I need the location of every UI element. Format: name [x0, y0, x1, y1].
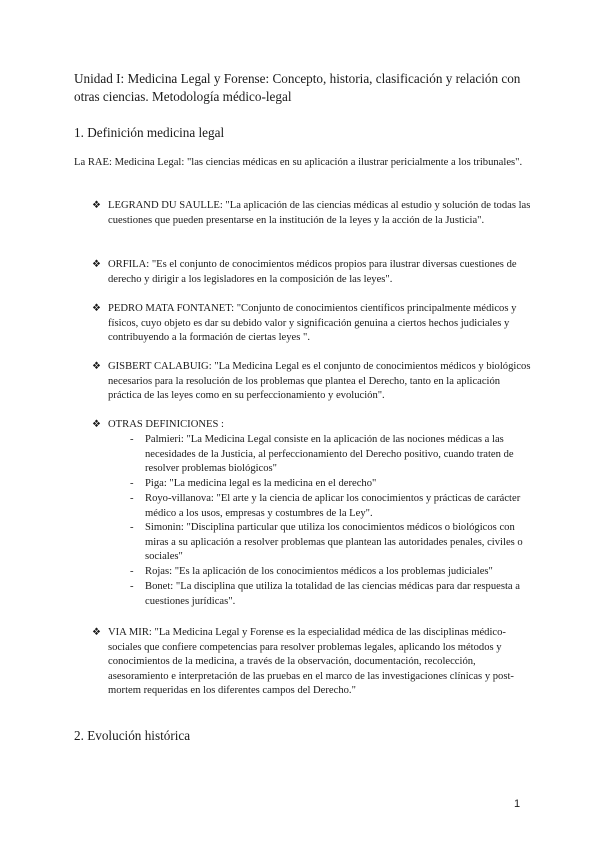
- rae-definition: La RAE: Medicina Legal: "las ciencias médicas en su aplicación a ilustrar pericialmente a los tribunales".: [74, 157, 523, 168]
- definition-orfila: ORFILA: "Es el conjunto de conocimientos médicos propios para ilustrar diversas cuestiones de derecho y dirigir a los legisladores en la composición de las leyes".: [108, 259, 517, 285]
- diamond-bullet-icon: ❖: [92, 361, 101, 372]
- definition-via-mir: VIA MIR: "La Medicina Legal y Forense es la especialidad médica de las disciplinas médico-sociales que confiere competencias para resolver problemas legales, aplicando los métodos y conocimientos de la medicina, a través de la observación, documentación, recolección, asesoramiento e interpretación de las pruebas en el marco de las investigaciones clínicas y post-mortem requeridas en los diferentes campos del Derecho.": [108, 627, 514, 697]
- definition-gisbert: GISBERT CALABUIG: "La Medicina Legal es el conjunto de conocimientos médicos y biológicos necesarios para la resolución de los problemas que plantea el Derecho, tanto en la aplicación práctica de las leyes como en su perfeccionamiento y evolución".: [108, 361, 531, 402]
- definition-mata-fontanet: PEDRO MATA FONTANET: "Conjunto de conocimientos científicos principalmente médicos y físicos, cuyo objeto es dar su debido valor y significación genuina a ciertos hechos judiciales y contribuyendo a la formación de ciertas leyes ".: [108, 303, 517, 344]
- dash-bullet: -: [130, 566, 134, 577]
- section-heading-definicion: 1. Definición medicina legal: [74, 125, 225, 140]
- otras-definiciones-heading: OTRAS DEFINICIONES :: [108, 419, 224, 430]
- section-heading-evolucion: 2. Evolución histórica: [74, 728, 191, 743]
- dash-bullet: -: [130, 581, 134, 592]
- dash-bullet: -: [130, 478, 134, 489]
- dash-bullet: -: [130, 522, 134, 533]
- definition-piga: Piga: "La medicina legal es la medicina en el derecho": [145, 478, 377, 489]
- page-number: 1: [514, 798, 521, 810]
- dash-bullet: -: [130, 493, 134, 504]
- diamond-bullet-icon: ❖: [92, 200, 101, 211]
- diamond-bullet-icon: ❖: [92, 419, 101, 430]
- definition-bonet: Bonet: "La disciplina que utiliza la totalidad de las ciencias médicas para dar respuesta a cuestiones jurídicas".: [145, 581, 520, 607]
- definition-rojas: Rojas: "Es la aplicación de los conocimientos médicos a los problemas judiciales": [145, 566, 493, 577]
- diamond-bullet-icon: ❖: [92, 627, 101, 638]
- dash-bullet: -: [130, 434, 134, 445]
- definition-palmieri: Palmieri: "La Medicina Legal consiste en la aplicación de las nociones médicas a las necesidades de la Justicia, al perfeccionamiento del Derecho positivo, cuando traten de resolver problemas biológicos": [145, 434, 514, 475]
- definition-royo-villanova: Royo-villanova: "El arte y la ciencia de aplicar los conocimientos y prácticas de carácter médico a los usos, empresas y costumbres de la Ley".: [145, 493, 521, 519]
- document-title: Unidad I: Medicina Legal y Forense: Concepto, historia, clasificación y relación con otras ciencias. Metodología médico-legal: [74, 71, 521, 104]
- definition-legrand: LEGRAND DU SAULLE: "La aplicación de las ciencias médicas al estudio y solución de todas las cuestiones que pueden presentarse en la institución de la leyes y la acción de la Justicia".: [108, 200, 531, 226]
- diamond-bullet-icon: ❖: [92, 303, 101, 314]
- diamond-bullet-icon: ❖: [92, 259, 101, 270]
- definition-simonin: Simonin: "Disciplina particular que utiliza los conocimientos médicos o biológicos con miras a su aplicación a resolver problemas que plantean las autoridades penales, civiles o sociales": [145, 522, 523, 563]
